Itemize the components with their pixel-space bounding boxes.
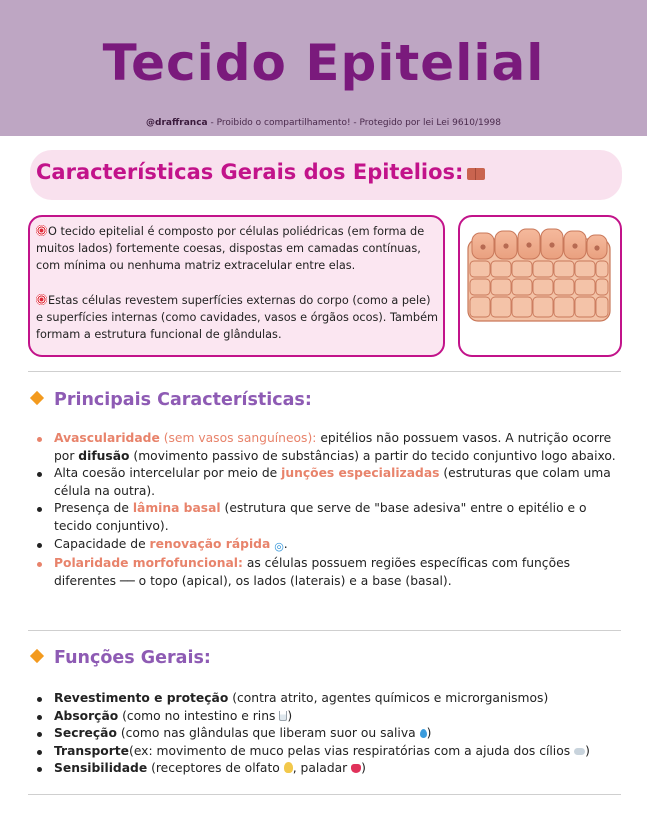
- epithelium-illustration-box: [458, 215, 622, 357]
- item-text: (estrutura que serve de "base adesiva" entre o epitélio e o tecido conjuntivo).: [54, 501, 587, 533]
- wind-icon: [574, 748, 585, 755]
- item-bold: Secreção: [54, 726, 117, 741]
- item-text: ): [361, 761, 366, 776]
- item-bold: Transporte: [54, 743, 130, 758]
- page-title: Tecido Epitelial: [102, 34, 545, 92]
- item-text: .: [283, 536, 288, 551]
- intro-paragraph-2: [36, 292, 440, 343]
- divider: [28, 630, 621, 631]
- item-text: (ex: movimento de muco pelas vias respiratórias com a ajuda dos cílios: [129, 743, 575, 758]
- characteristics-list: [36, 430, 616, 590]
- list-item: [36, 430, 616, 465]
- item-text: ): [287, 708, 293, 723]
- divider: [28, 371, 621, 372]
- item-text: (estruturas que colam uma célula na outra).: [54, 466, 611, 498]
- item-text: (como nas glândulas que liberam suor ou saliva: [116, 726, 420, 741]
- diamond-bullet-icon: [30, 649, 44, 663]
- item-bold: difusão: [78, 448, 130, 463]
- nose-icon: [284, 762, 293, 773]
- term-polaridade: Polaridade morfofuncional:: [54, 556, 243, 571]
- item-text: ): [426, 726, 432, 741]
- heading-text: Funções Gerais:: [54, 648, 211, 668]
- list-item: [36, 760, 621, 778]
- target-icon: [36, 225, 47, 236]
- list-item: [36, 690, 621, 708]
- list-item: [36, 536, 616, 556]
- target-icon: [36, 294, 47, 305]
- copyright-notice: [0, 118, 647, 128]
- cyclone-icon: ◎: [274, 539, 284, 553]
- section-heading-principais: [32, 390, 312, 410]
- intro-text-1: O tecido epitelial é composto por células poliédricas (em forma de muitos lados) fortemente coesas, dispostas em camadas contínuas, com mínima ou nenhuma matriz extracelular entre elas.: [36, 225, 425, 272]
- item-text: Presença de: [54, 501, 133, 516]
- item-text: Capacidade de: [54, 536, 150, 551]
- term-renovacao: renovação rápida: [149, 536, 271, 551]
- list-item: [36, 500, 616, 535]
- item-text: epitélios não possuem vasos. A nutrição ocorre por: [54, 431, 612, 463]
- item-bold: Sensibilidade: [54, 761, 148, 776]
- term-juncoes: junções especializadas: [281, 466, 440, 481]
- intro-text-2: Estas células revestem superfícies externas do corpo (como a pele) e superfícies internas (como cavidades, vasos e órgãos ocos). Também formam a estrutura funcional de glândulas.: [36, 294, 439, 341]
- list-item: [36, 725, 621, 743]
- section-title: [36, 160, 485, 184]
- section-title-text: Características Gerais dos Epitelios:: [36, 160, 464, 184]
- heading-text: Principais Características:: [54, 390, 312, 410]
- term-lamina-basal: lâmina basal: [132, 501, 221, 516]
- functions-list: [36, 690, 621, 778]
- epithelial-tissue-illustration: [460, 217, 620, 355]
- item-bold: Absorção: [54, 708, 119, 723]
- term-note: (sem vasos sanguíneos):: [159, 431, 317, 445]
- item-text: (receptores de olfato: [147, 761, 284, 776]
- item-text: , paladar: [292, 761, 352, 776]
- diamond-bullet-icon: [30, 391, 44, 405]
- list-item: [36, 708, 621, 726]
- intro-paragraph-1: [36, 223, 440, 274]
- droplet-icon: [420, 729, 427, 738]
- section-heading-funcoes: [32, 648, 211, 668]
- item-text: (contra atrito, agentes químicos e microrganismos): [228, 691, 549, 705]
- brick-icon: [467, 168, 485, 180]
- list-item: [36, 555, 616, 590]
- item-text: (como no intestino e rins: [118, 708, 280, 723]
- divider: [28, 794, 621, 795]
- item-text: (movimento passivo de substâncias) a partir do tecido conjuntivo logo abaixo.: [129, 448, 616, 463]
- item-bold: Revestimento e proteção: [54, 691, 229, 705]
- list-item: [36, 465, 616, 500]
- author-handle: @draffranca: [146, 118, 208, 128]
- tongue-icon: [351, 764, 361, 773]
- copyright-text: - Proibido o compartilhamento! - Protegido por lei Lei 9610/1998: [207, 118, 501, 128]
- item-text: Alta coesão intercelular por meio de: [54, 466, 282, 481]
- item-text: ): [585, 743, 590, 758]
- item-text: as células possuem regiões específicas com funções diferentes ── o topo (apical), os lados (laterais) e a base (basal).: [54, 556, 571, 588]
- term-avascularidade: Avascularidade: [54, 431, 160, 445]
- list-item: [36, 743, 621, 761]
